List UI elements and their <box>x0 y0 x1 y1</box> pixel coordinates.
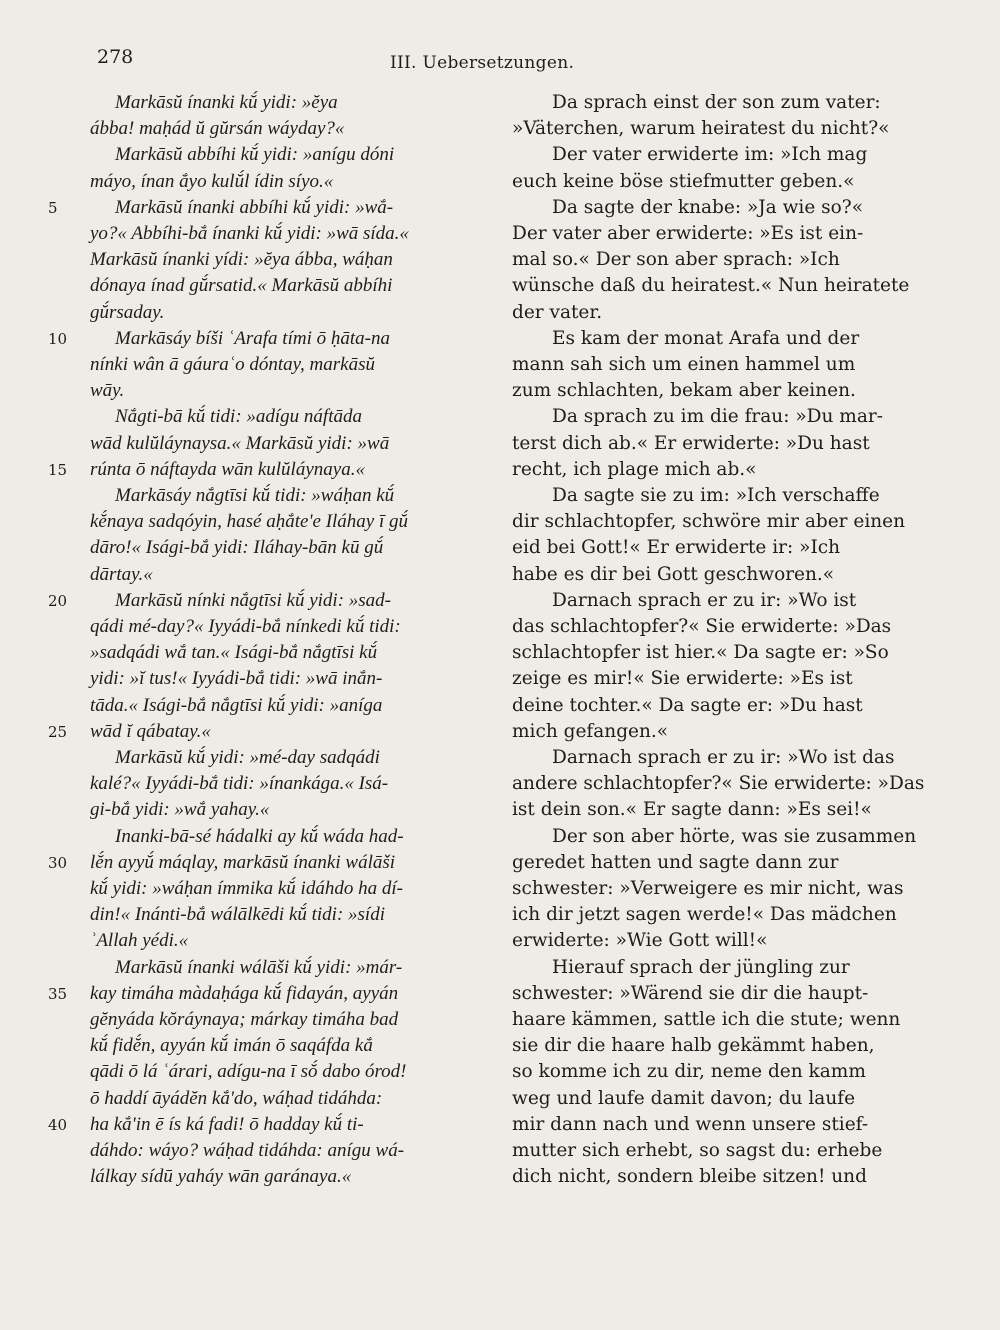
text-line: máyo, ínan ắyo kulŭ́l ídin síyo.« <box>90 170 334 192</box>
text-line: Da sagte der knabe: »Ja wie so?« <box>552 196 864 218</box>
running-head: III. Uebersetzungen. <box>390 53 575 73</box>
text-line: andere schlachtopfer?« Sie erwiderte: »Das <box>512 773 925 795</box>
text-line: erwiderte: »Wie Gott will!« <box>512 930 768 952</box>
text-line: kay timáha màdaḥága kŭ́ fidayán, ayyán <box>90 982 399 1004</box>
text-line: kĕ́naya sadqóyin, hasé aḥắte'e Iláhay ī gŭ́ <box>90 511 409 533</box>
text-line: terst dich ab.« Er erwiderte: »Du hast <box>512 432 870 454</box>
line-number: 40 <box>48 1115 68 1134</box>
line-number: 35 <box>48 984 68 1003</box>
text-line: zeige es mir!« Sie erwiderte: »Es ist <box>512 668 853 690</box>
text-line: kŭ́ yidi: »wáḥan ímmika kŭ́ idáhdo ha dí- <box>90 878 403 899</box>
text-line: ábba! maḥád ŭ gŭrsán wáyday?« <box>90 118 345 140</box>
text-line: yo?« Abbíhi-bắ ínanki kŭ́ yidi: »wā sída.« <box>90 223 409 244</box>
text-line: dārtay.« <box>90 563 153 585</box>
text-line: schlachtopfer ist hier.« Da sagte er: »So <box>512 642 889 664</box>
text-line: dir schlachtopfer, schwöre mir aber einen <box>512 511 906 533</box>
text-line: lĕ́n ayyŭ́ máqlay, markāsŭ ínanki wálāši <box>90 851 396 873</box>
text-line: der vater. <box>512 301 603 323</box>
text-line: schwester: »Wärend sie dir die haupt- <box>512 982 869 1004</box>
line-number: 10 <box>48 329 68 348</box>
text-line: kalé?« Iyyádi-bắ tidi: »ínankága.« Isá- <box>90 773 389 795</box>
text-line: deine tochter.« Da sagte er: »Du hast <box>512 694 863 716</box>
text-line: Da sagte sie zu im: »Ich verschaffe <box>552 485 880 506</box>
text-line: qādi ō lá ʿárari, adígu-na ī sŏ́ dabo órod! <box>90 1061 407 1083</box>
page-number: 278 <box>97 46 134 68</box>
text-line: schwester: »Verweigere es mir nicht, was <box>512 878 904 899</box>
line-number: 25 <box>48 722 68 741</box>
text-line: das schlachtopfer?« Sie erwiderte: »Das <box>512 616 892 637</box>
text-line: ist dein son.« Er sagte dann: »Es sei!« <box>512 799 872 821</box>
text-line: qádi mé-day?« Iyyádi-bắ nínkedi kŭ́ tidi: <box>90 616 401 637</box>
text-line: Markāsŭ kŭ́ yidi: »mé-day sadqádi <box>115 747 380 768</box>
line-number: 30 <box>48 853 68 872</box>
text-line: wād ĭ qábatay.« <box>90 720 211 742</box>
text-line: Da sprach zu im die frau: »Du mar- <box>552 406 883 428</box>
text-line: ich dir jetzt sagen werde!« Das mädchen <box>512 904 897 926</box>
text-line: so komme ich zu dir, neme den kamm <box>512 1061 866 1083</box>
text-line: euch keine böse stiefmutter geben.« <box>512 170 855 192</box>
text-line: Markāsŭ ínanki kŭ́ yidi: »ĕya <box>115 92 338 113</box>
text-line: mir dann nach und wenn unsere stief- <box>512 1113 869 1135</box>
text-line: Markāsŭ ínanki abbíhi kŭ́ yidi: »wắ- <box>115 196 394 218</box>
text-line: wāy. <box>90 380 125 402</box>
text-line: ha kắ'in ē ís ká fadi! ō hadday kŭ́ ti- <box>90 1113 364 1135</box>
text-line: Der vater erwiderte im: »Ich mag <box>552 144 868 166</box>
text-line: gĕnyáda kŏráynaya; márkay timáha bad <box>90 1009 399 1030</box>
text-line: nínki wân ā gáuraʿo dóntay, markāsŭ <box>90 354 375 375</box>
text-line: mutter sich erhebt, so sagst du: erhebe <box>512 1140 883 1161</box>
text-line: Nắgti-bā kŭ́ tidi: »adígu náftāda <box>115 406 362 428</box>
line-number: 20 <box>48 591 68 610</box>
line-number: 5 <box>48 198 58 217</box>
text-line: weg und laufe damit davon; du laufe <box>512 1087 856 1109</box>
text-line: recht, ich plage mich ab.« <box>512 458 757 480</box>
text-line: dich nicht, sondern bleibe sitzen! und <box>512 1166 867 1188</box>
text-line: Es kam der monat Arafa und der <box>552 327 860 349</box>
text-line: Der vater aber erwiderte: »Es ist ein- <box>512 223 864 244</box>
text-line: dónaya ínad gŭ́rsatid.« Markāsŭ abbíhi <box>90 275 393 297</box>
text-line: mann sah sich um einen hammel um <box>512 354 856 375</box>
text-line: gi-bắ yidi: »wắ yahay.« <box>90 799 270 821</box>
text-line: mich gefangen.« <box>512 720 669 742</box>
text-line: din!« Inánti-bắ wálālkēdi kŭ́ tidi: »sídi <box>90 904 385 926</box>
text-line: Inanki-bā-sé hádalki ay kŭ́ wáda had- <box>115 825 404 847</box>
text-line: »Väterchen, warum heiratest du nicht?« <box>512 118 890 140</box>
text-line: mal so.« Der son aber sprach: »Ich <box>512 249 840 271</box>
text-line: ʾAllah yédi.« <box>90 930 189 952</box>
text-line: rúnta ō náftayda wān kulŭláynaya.« <box>90 458 365 480</box>
text-line: wād kulŭláynaysa.« Markāsŭ yidi: »wā <box>90 432 390 454</box>
text-line: Der son aber hörte, was sie zusammen <box>552 825 917 847</box>
text-line: yidi: »ĭ tus!« Iyyádi-bắ tidi: »wā inắn- <box>90 668 383 690</box>
text-line: gŭ́rsaday. <box>90 301 165 323</box>
text-line: haare kämmen, sattle ich die stute; wenn <box>512 1009 901 1030</box>
text-line: geredet hatten und sagte dann zur <box>512 851 839 873</box>
text-line: kŭ́ fidĕ́n, ayyán kŭ́ imán ō saqáfda kắ <box>90 1035 373 1057</box>
text-line: »sadqádi wắ tan.« Isági-bắ nắgtīsi kŭ́ <box>90 642 378 664</box>
text-line: dáhdo: wáyo? wáḥad tidáhda: anígu wá- <box>90 1140 405 1161</box>
line-number: 15 <box>48 460 68 479</box>
text-line: Da sprach einst der son zum vater: <box>552 92 881 113</box>
text-line: Hierauf sprach der jüngling zur <box>552 956 850 978</box>
text-line: Markāsŭ nínki nắgtīsi kŭ́ yidi: »sad- <box>115 589 391 611</box>
text-line: wünsche daß du heiratest.« Nun heiratete <box>512 275 910 297</box>
text-line: lálkay sídū yaháy wān garánaya.« <box>90 1166 352 1188</box>
text-line: Markāsáy bíši ʿArafa tími ō ḥāta-na <box>115 327 390 349</box>
text-line: Markāsáy nắgtīsi kŭ́ tidi: »wáḥan kŭ́ <box>115 485 395 506</box>
text-line: zum schlachten, bekam aber keinen. <box>512 380 856 402</box>
text-line: sie dir die haare halb gekämmt haben, <box>512 1035 875 1057</box>
text-line: Markāsŭ ínanki wálāši kŭ́ yidi: »már- <box>115 956 403 978</box>
text-line: habe es dir bei Gott geschworen.« <box>512 563 835 585</box>
text-line: Markāsŭ ínanki yídi: »ĕya ábba, wáḥan <box>90 249 393 271</box>
text-line: tāda.« Isági-bắ nắgtīsi kŭ́ yidi: »aníga <box>90 694 383 716</box>
text-line: dāro!« Isági-bắ yidi: Iláhay-bān kū gŭ́ <box>90 537 384 559</box>
text-line: eid bei Gott!« Er erwiderte ir: »Ich <box>512 537 841 559</box>
text-line: Darnach sprach er zu ir: »Wo ist das <box>552 747 895 768</box>
text-line: Markāsŭ abbíhi kŭ́ yidi: »anígu dóni <box>115 144 395 166</box>
text-line: ō haddí āyádĕn kắ'do, wáḥad tidáhda: <box>90 1087 383 1109</box>
text-line: Darnach sprach er zu ir: »Wo ist <box>552 589 857 611</box>
